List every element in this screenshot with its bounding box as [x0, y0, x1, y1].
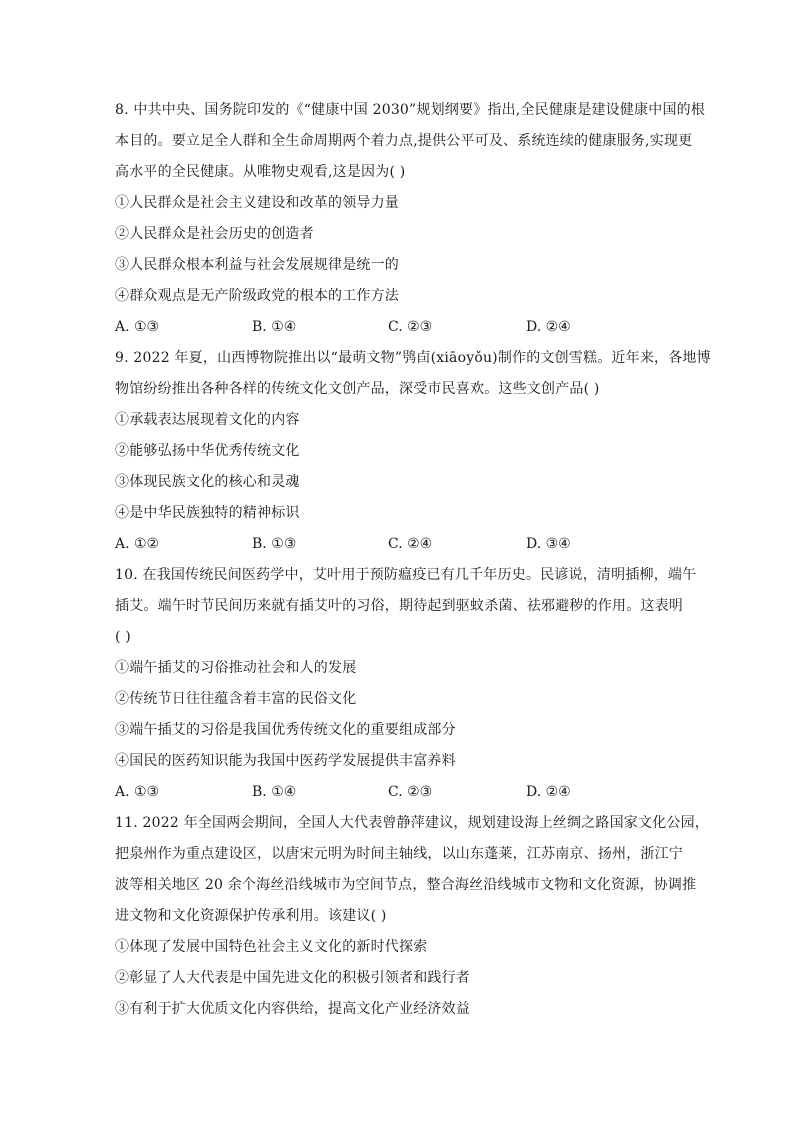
option-a: A. ①③ [115, 784, 160, 800]
question-stem-line: 本目的。要立足全人群和全生命周期两个着力点,提供公平可及、系统连续的健康服务,实现更 [115, 133, 693, 149]
statement: ③端午插艾的习俗是我国优秀传统文化的重要组成部分 [115, 722, 456, 738]
option-d: D. ②④ [526, 319, 571, 335]
statement: ①承载表达展现着文化的内容 [115, 412, 300, 428]
question-stem-line: ( ) [115, 629, 131, 645]
answer-options [115, 529, 685, 560]
option-b: B. ①④ [252, 784, 297, 800]
question-9 [115, 343, 711, 560]
option-b: B. ①③ [252, 536, 297, 552]
answer-options [115, 777, 685, 808]
option-b: B. ①④ [252, 319, 297, 335]
statement: ③体现民族文化的核心和灵魂 [115, 474, 300, 490]
question-stem-line: 高水平的全民健康。从唯物史观看,这是因为( ) [115, 164, 406, 180]
option-a: A. ①② [115, 536, 160, 552]
question-stem-line: 10. 在我国传统民间医药学中，艾叶用于预防瘟疫已有几千年历史。民谚说，清明插柳，端午 [115, 567, 697, 583]
statement: ④群众观点是无产阶级政党的根本的工作方法 [115, 288, 399, 304]
statement: ②传统节日往往蕴含着丰富的民俗文化 [115, 691, 357, 707]
statement: ②人民群众是社会历史的创造者 [115, 226, 314, 242]
question-11 [115, 808, 709, 1025]
option-c: C. ②④ [388, 536, 433, 552]
question-10 [115, 560, 697, 808]
question-stem-line: 11. 2022 年全国两会期间，全国人大代表曾静萍建议，规划建设海上丝绸之路国家文化公园， [115, 815, 709, 831]
statement: ①端午插艾的习俗推动社会和人的发展 [115, 660, 357, 676]
option-c: C. ②③ [388, 319, 433, 335]
statement: ②彰显了人大代表是中国先进文化的积极引领者和践行者 [115, 970, 470, 986]
statement: ②能够弘扬中华优秀传统文化 [115, 443, 300, 459]
option-d: D. ③④ [526, 536, 571, 552]
option-c: C. ②③ [388, 784, 433, 800]
answer-options [115, 312, 685, 343]
question-stem-line: 8. 中共中央、国务院印发的《“健康中国 2030”规划纲要》指出,全民健康是建设健康中国的根 [115, 102, 706, 118]
statement: ④是中华民族独特的精神标识 [115, 505, 300, 521]
question-stem-line: 把泉州作为重点建设区，以唐宋元明为时间主轴线，以山东蓬莱，江苏南京、扬州，浙江宁 [115, 846, 683, 862]
statement: ④国民的医药知识能为我国中医药学发展提供丰富养料 [115, 753, 456, 769]
statement: ①人民群众是社会主义建设和改革的领导力量 [115, 195, 399, 211]
statement: ①体现了发展中国特色社会主义文化的新时代探索 [115, 939, 428, 955]
question-stem-line: 物馆纷纷推出各种各样的传统文化文创产品，深受市民喜欢。这些文创产品( ) [115, 381, 600, 397]
statement: ③人民群众根本利益与社会发展规律是统一的 [115, 257, 399, 273]
question-list [115, 95, 711, 1025]
question-stem-line: 插艾。端午时节民间历来就有插艾叶的习俗，期待起到驱蚊杀菌、祛邪避秽的作用。这表明 [115, 598, 683, 614]
question-stem-line: 波等相关地区 20 余个海丝沿线城市为空间节点，整合海丝沿线城市文物和文化资源，协调推 [115, 877, 697, 893]
question-stem-line: 9. 2022 年夏，山西博物院推出以“最萌文物”鸮卣(xiāoyǒu)制作的文创雪糕。近年来，各地博 [115, 350, 711, 366]
question-stem-line: 进文物和文化资源保护传承利用。该建议( ) [115, 908, 387, 924]
statement: ③有利于扩大优质文化内容供给，提高文化产业经济效益 [115, 1001, 470, 1017]
question-8 [115, 95, 706, 343]
option-d: D. ②④ [526, 784, 571, 800]
option-a: A. ①③ [115, 319, 160, 335]
